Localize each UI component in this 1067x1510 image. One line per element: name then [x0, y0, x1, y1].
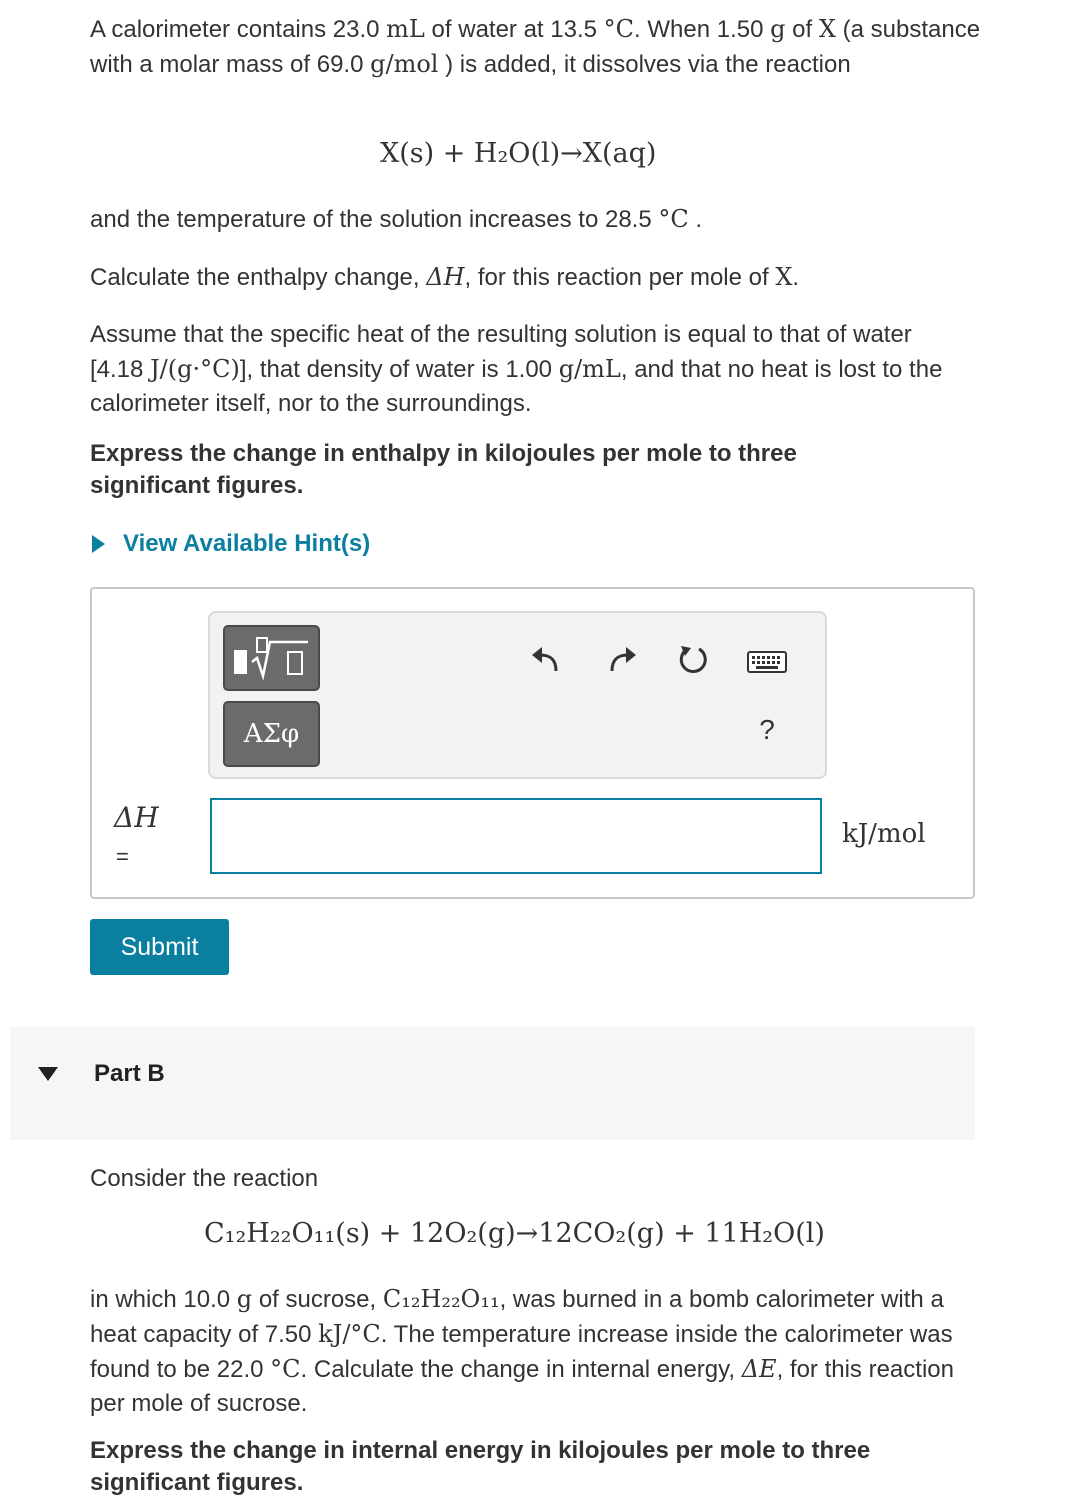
part-b-header[interactable]: [10, 1027, 975, 1140]
answer-input[interactable]: [210, 798, 822, 874]
expand-triangle-icon: [92, 535, 105, 553]
reaction-equation: X(s) + H₂O(l)→X(aq): [380, 138, 657, 169]
answer-unit: kJ/mol: [842, 819, 926, 849]
part-b-title: Part B: [94, 1060, 165, 1087]
fraction-sqrt-template-icon[interactable]: [223, 625, 320, 691]
reset-icon[interactable]: [676, 643, 710, 677]
greek-symbols-button[interactable]: ΑΣφ: [223, 701, 320, 767]
sucrose-combustion-equation: C₁₂H₂₂O₁₁(s) + 12O₂(g)→12CO₂(g) + 11H₂O(l): [204, 1218, 825, 1249]
collapse-triangle-icon: [38, 1067, 58, 1081]
answer-equals: =: [116, 844, 129, 869]
math-toolbar: [208, 611, 827, 779]
part-b-body: in which 10.0 g of sucrose, C₁₂H₂₂O₁₁, was burned in a bomb calorimeter with a heat capacity of 7.50 kJ/°C. The temperature increase inside the calorimeter was found to be 22.0 °C. Calculate the change in internal energy, ΔE, for this reaction per mole of sucrose.: [90, 1285, 954, 1417]
template-glyph: [230, 636, 314, 680]
assumptions: Assume that the specific heat of the resulting solution is equal to that of water [4.18 J/(g·°C)], that density of water is 1.00 g/mL, and that no heat is lost to the calorimeter itself, nor to the surroundings.: [90, 321, 943, 417]
view-hints-link[interactable]: View Available Hint(s): [92, 530, 370, 558]
submit-button[interactable]: Submit: [90, 919, 229, 975]
keyboard-icon[interactable]: [746, 649, 788, 675]
redo-icon[interactable]: [606, 643, 640, 677]
part-b-express-instruction: Express the change in internal energy in kilojoules per mole to three significant figures.: [90, 1437, 871, 1496]
calculation-prompt: Calculate the enthalpy change, ΔH, for this reaction per mole of X.: [90, 263, 800, 291]
help-button[interactable]: ?: [759, 714, 775, 745]
answer-label: ΔH: [114, 801, 159, 834]
express-instruction: Express the change in enthalpy in kilojoules per mole to three significant figures.: [90, 440, 797, 499]
part-b-intro: Consider the reaction: [90, 1165, 319, 1192]
answer-panel: [90, 587, 975, 899]
undo-icon[interactable]: [528, 643, 562, 677]
temperature-statement: and the temperature of the solution increases to 28.5 °C .: [90, 205, 703, 233]
problem-intro: A calorimeter contains 23.0 mL of water at 13.5 °C. When 1.50 g of X (a substance with a molar mass of 69.0 g/mol ) is added, it dissolves via the reaction: [90, 15, 981, 78]
